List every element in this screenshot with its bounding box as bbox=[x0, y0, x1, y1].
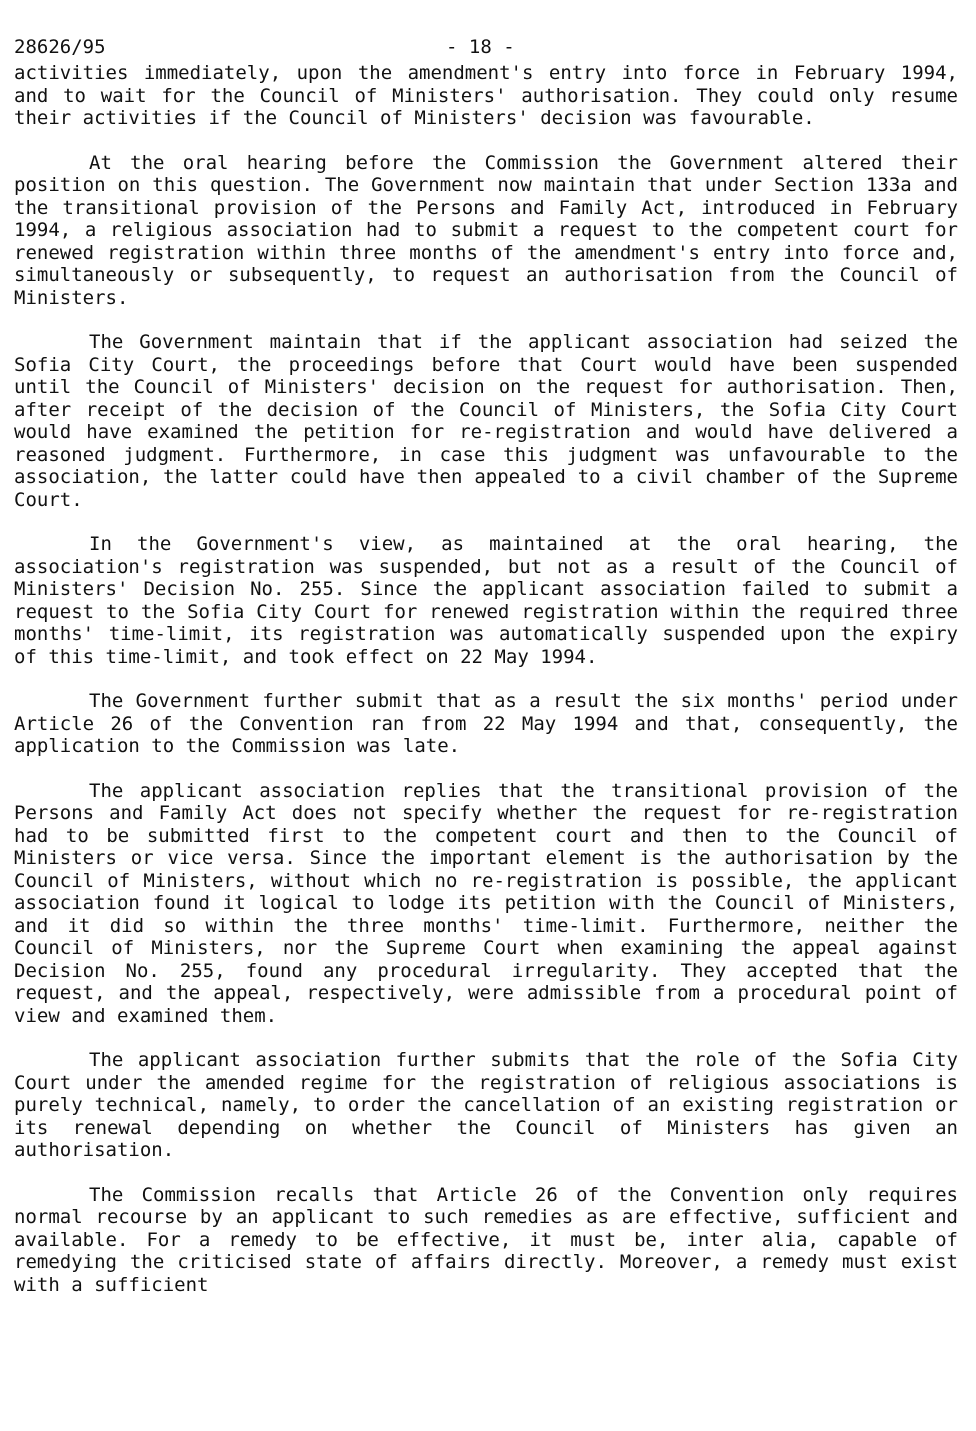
paragraph: The applicant association replies that the transitional provision of the Persons and Family Act does not specify whether the request for re-registration had to be submitted first to the competent court and then to the Council of Ministers or vice versa. Since the important element is the authorisation by the Council of Ministers, without which no re-registration is possible, the applicant association found it logical to lodge its petition with the Council of Ministers, and it did so within the three months' time-limit. Furthermore, neither the Council of Ministers, nor the Supreme Court when examining the appeal against Decision No. 255, found any procedural irregularity. They accepted that the request, and the appeal, respectively, were admissible from a procedural point of view and examined them. bbox=[14, 779, 958, 1027]
paragraph: The Government further submit that as a result the six months' period under Article 26 of the Convention ran from 22 May 1994 and that, consequently, the application to the Commission was late. bbox=[14, 690, 958, 757]
paragraph: The applicant association further submits that the role of the Sofia City Court under the amended regime for the registration of religious associations is purely technical, namely, to order the cancellation of an existing registration or its renewal depending on whether the Council of Ministers has given an authorisation. bbox=[14, 1049, 958, 1161]
paragraph: The Government maintain that if the applicant association had seized the Sofia City Court, the proceedings before that Court would have been suspended until the Council of Ministers' decision on the request for authorisation. Then, after receipt of the decision of the Council of Ministers, the Sofia City Court would have examined the petition for re-registration and would have delivered a reasoned judgment. Furthermore, in case this judgment was unfavourable to the association, the latter could have then appealed to a civil chamber of the Supreme Court. bbox=[14, 331, 958, 511]
document-number: 28626/95 bbox=[14, 36, 106, 58]
paragraph: The Commission recalls that Article 26 of the Convention only requires normal recourse by an applicant to such remedies as are effective, sufficient and available. For a remedy to be effective, it must be, inter alia, capable of remedying the criticised state of affairs directly. Moreover, a remedy must exist with a sufficient bbox=[14, 1183, 958, 1296]
page-header bbox=[14, 36, 958, 62]
paragraph: In the Government's view, as maintained at the oral hearing, the association's registration was suspended, but not as a result of the Council of Ministers' Decision No. 255. Since the applicant association failed to submit a request to the Sofia City Court for renewed registration within the required three months' time-limit, its registration was automatically suspended upon the expiry of this time-limit, and took effect on 22 May 1994. bbox=[14, 533, 958, 668]
document-body bbox=[14, 62, 958, 1296]
paragraph-continued: activities immediately, upon the amendment's entry into force in February 1994, and to wait for the Council of Ministers' authorisation. They could only resume their activities if the Council of Ministers' decision was favourable. bbox=[14, 62, 958, 129]
page-number: - 18 - bbox=[446, 36, 515, 58]
document-page bbox=[14, 36, 958, 1296]
paragraph: At the oral hearing before the Commission the Government altered their position on this question. The Government now maintain that under Section 133a and the transitional provision of the Persons and Family Act, introduced in February 1994, a religious association had to submit a request to the competent court for renewed registration within three months of the amendment's entry into force and, simultaneously or subsequently, to request an authorisation from the Council of Ministers. bbox=[14, 151, 958, 309]
